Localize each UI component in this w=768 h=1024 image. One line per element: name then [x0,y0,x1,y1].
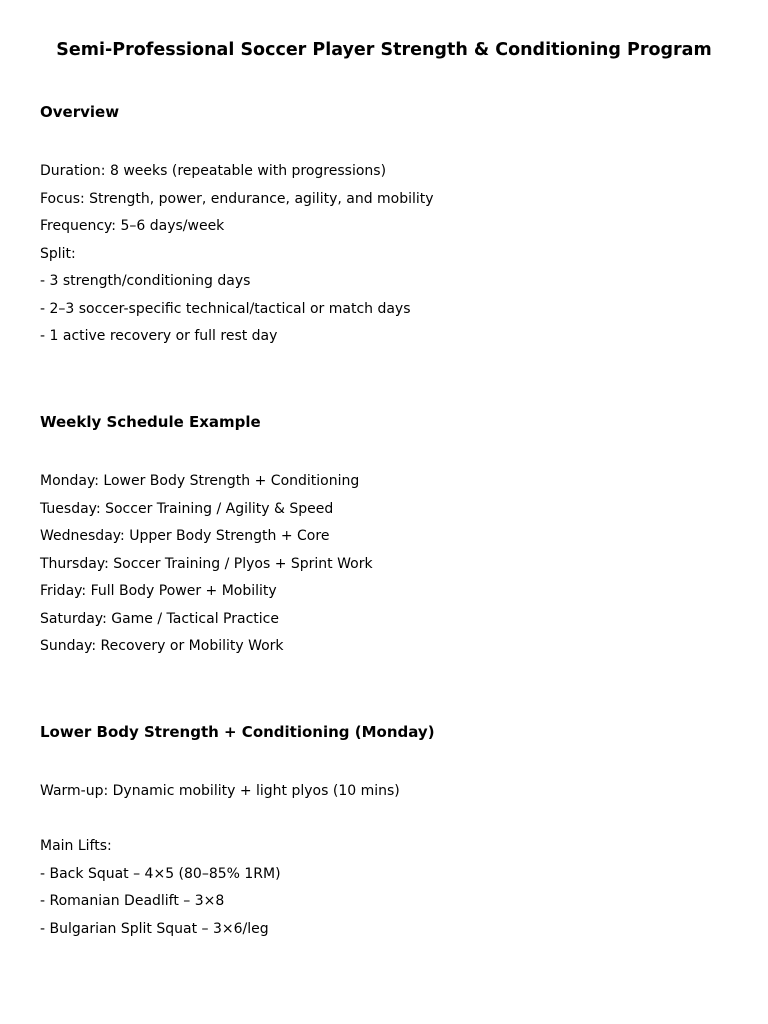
main-lift-item: - Back Squat – 4×5 (80–85% 1RM) [40,866,281,882]
overview-split-item: - 1 active recovery or full rest day [40,328,278,344]
overview-split-item: - 2–3 soccer-specific technical/tactical or match days [40,301,411,317]
schedule-wednesday: Wednesday: Upper Body Strength + Core [40,528,330,544]
main-lift-item: - Romanian Deadlift – 3×8 [40,893,225,909]
main-lifts-label: Main Lifts: [40,838,112,854]
lower-body-warmup: Warm-up: Dynamic mobility + light plyos (10 mins) [40,783,400,799]
overview-focus: Focus: Strength, power, endurance, agility, and mobility [40,191,434,207]
weekly-schedule-heading: Weekly Schedule Example [40,413,261,431]
schedule-tuesday: Tuesday: Soccer Training / Agility & Speed [40,501,334,517]
overview-duration: Duration: 8 weeks (repeatable with progressions) [40,163,387,179]
overview-split: Split: [40,246,76,262]
schedule-saturday: Saturday: Game / Tactical Practice [40,611,279,627]
schedule-friday: Friday: Full Body Power + Mobility [40,583,277,599]
overview-split-item: - 3 strength/conditioning days [40,273,251,289]
overview-heading: Overview [40,103,120,121]
document-title: Semi-Professional Soccer Player Strength & Conditioning Program [56,40,712,60]
lower-body-heading: Lower Body Strength + Conditioning (Monday) [40,723,435,741]
overview-frequency: Frequency: 5–6 days/week [40,218,225,234]
schedule-sunday: Sunday: Recovery or Mobility Work [40,638,284,654]
main-lift-item: - Bulgarian Split Squat – 3×6/leg [40,921,269,937]
schedule-monday: Monday: Lower Body Strength + Conditioning [40,473,360,489]
schedule-thursday: Thursday: Soccer Training / Plyos + Sprint Work [40,556,373,572]
